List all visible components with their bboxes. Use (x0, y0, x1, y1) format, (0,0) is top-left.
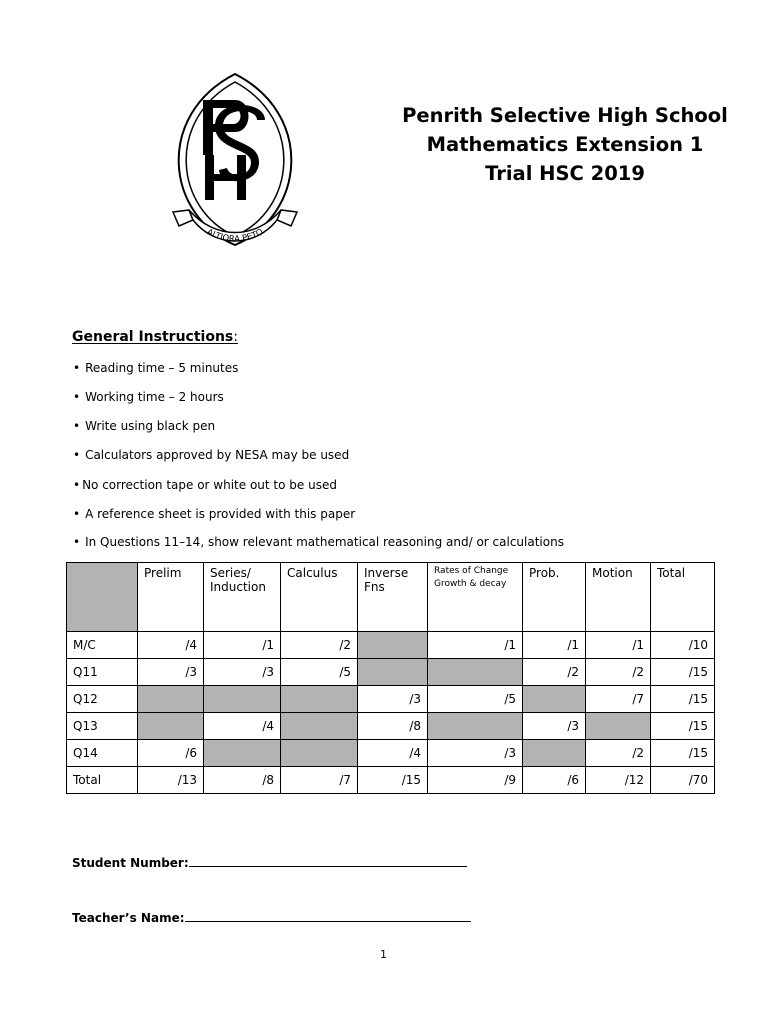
table-cell (204, 686, 281, 713)
table-cell (281, 686, 358, 713)
table-row (67, 740, 715, 767)
student-number-line[interactable] (189, 853, 467, 867)
table-cell: /1 (204, 632, 281, 659)
table-cell: /7 (586, 686, 651, 713)
table-header: Motion (586, 563, 651, 632)
table-cell: /5 (281, 659, 358, 686)
table-cell: Q13 (67, 713, 138, 740)
document-title (390, 101, 740, 188)
table-cell: /6 (138, 740, 204, 767)
subject-name: Mathematics Extension 1 (426, 133, 704, 156)
table-cell: /2 (586, 659, 651, 686)
table-cell: /4 (204, 713, 281, 740)
instruction-item: • In Questions 11–14, show relevant mathematical reasoning and/ or calculations (73, 535, 564, 549)
table-cell: /1 (428, 632, 523, 659)
instruction-item: • No correction tape or white out to be used (73, 478, 337, 492)
table-row-total (67, 767, 715, 794)
table-cell: /3 (138, 659, 204, 686)
table-cell: /15 (358, 767, 428, 794)
table-cell: Q14 (67, 740, 138, 767)
table-row (67, 659, 715, 686)
table-cell: /70 (651, 767, 715, 794)
table-cell: /4 (358, 740, 428, 767)
table-header-corner (67, 563, 138, 632)
teacher-name-label: Teacher’s Name: (72, 911, 185, 925)
table-cell: /2 (586, 740, 651, 767)
student-number-field (72, 853, 467, 870)
table-row (67, 713, 715, 740)
table-cell: /15 (651, 686, 715, 713)
table-cell: /10 (651, 632, 715, 659)
table-header-row (67, 563, 715, 632)
instructions-heading: General Instructions: (72, 329, 238, 345)
table-cell (281, 713, 358, 740)
table-cell: /2 (523, 659, 586, 686)
table-cell (428, 713, 523, 740)
table-cell: Total (67, 767, 138, 794)
instruction-item: • Write using black pen (73, 419, 216, 433)
table-cell: /2 (281, 632, 358, 659)
instruction-item: • Reading time – 5 minutes (73, 361, 239, 375)
table-header: Prob. (523, 563, 586, 632)
table-cell (523, 740, 586, 767)
table-cell: /3 (428, 740, 523, 767)
table-cell: /3 (204, 659, 281, 686)
table-cell (523, 686, 586, 713)
table-header: Series/ Induction (204, 563, 281, 632)
table-header: Inverse Fns (358, 563, 428, 632)
table-cell: Q12 (67, 686, 138, 713)
exam-name: Trial HSC 2019 (485, 162, 645, 185)
crest-motto: ALTIORA PETO (204, 227, 266, 245)
table-row (67, 632, 715, 659)
table-cell: /12 (586, 767, 651, 794)
table-header: Total (651, 563, 715, 632)
table-row (67, 686, 715, 713)
table-cell (586, 713, 651, 740)
table-cell (138, 686, 204, 713)
table-cell: /5 (428, 686, 523, 713)
marks-table (66, 562, 715, 794)
table-cell: /1 (523, 632, 586, 659)
school-crest-logo (165, 70, 305, 260)
table-header: Rates of Change Growth & decay (428, 563, 523, 632)
teacher-name-field (72, 908, 471, 925)
table-cell: /1 (586, 632, 651, 659)
student-number-label: Student Number: (72, 856, 189, 870)
table-cell: /3 (523, 713, 586, 740)
instruction-item: • A reference sheet is provided with this paper (73, 507, 356, 521)
table-cell (358, 659, 428, 686)
table-header: Prelim (138, 563, 204, 632)
instruction-item: • Calculators approved by NESA may be used (73, 448, 350, 462)
table-cell: Q11 (67, 659, 138, 686)
table-cell: /3 (358, 686, 428, 713)
table-cell (428, 659, 523, 686)
table-cell: /8 (358, 713, 428, 740)
table-cell: /9 (428, 767, 523, 794)
table-header: Calculus (281, 563, 358, 632)
table-cell: M/C (67, 632, 138, 659)
teacher-name-line[interactable] (185, 908, 471, 922)
school-name: Penrith Selective High School (402, 104, 728, 127)
table-cell: /13 (138, 767, 204, 794)
table-cell (358, 632, 428, 659)
table-cell (204, 740, 281, 767)
instruction-item: • Working time – 2 hours (73, 390, 224, 404)
table-cell: /15 (651, 740, 715, 767)
table-cell (281, 740, 358, 767)
table-cell: /6 (523, 767, 586, 794)
table-cell: /8 (204, 767, 281, 794)
table-cell: /7 (281, 767, 358, 794)
table-cell: /15 (651, 659, 715, 686)
page-number: 1 (380, 948, 387, 961)
table-cell: /4 (138, 632, 204, 659)
table-cell (138, 713, 204, 740)
table-cell: /15 (651, 713, 715, 740)
